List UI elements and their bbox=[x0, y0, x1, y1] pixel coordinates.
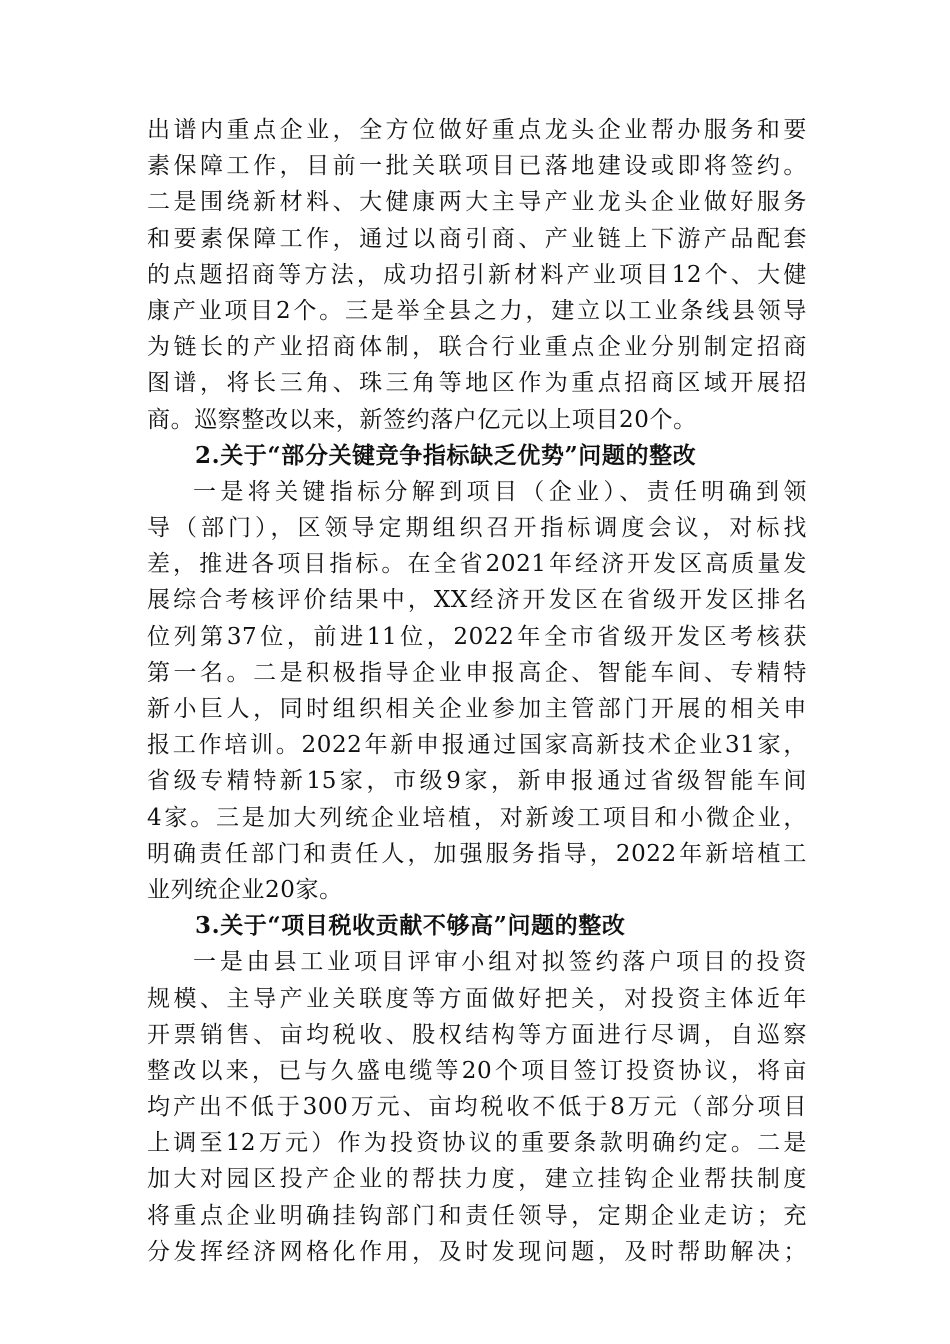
text-line: 省级专精特新15家，市级9家，新申报通过省级智能车间 bbox=[147, 768, 807, 795]
text-line: 均产出不低于300万元、亩均税收不低于8万元（部分项目 bbox=[147, 1094, 807, 1121]
text-line: 规模、主导产业关联度等方面做好把关，对投资主体近年 bbox=[147, 985, 807, 1012]
text-line: 开票销售、亩均税收、股权结构等方面进行尽调，自巡察 bbox=[147, 1021, 807, 1048]
text-line: 4家。三是加大列统企业培植，对新竣工项目和小微企业， bbox=[147, 804, 807, 831]
text-line: 整改以来，已与久盛电缆等20个项目签订投资协议，将亩 bbox=[147, 1057, 807, 1084]
text-line: 明确责任部门和责任人，加强服务指导，2022年新培植工 bbox=[147, 840, 807, 867]
text-line: 素保障工作，目前一批关联项目已落地建设或即将签约。 bbox=[147, 153, 807, 180]
text-line: 商。巡察整改以来，新签约落户亿元以上项目20个。 bbox=[147, 406, 697, 433]
text-line: 上调至12万元）作为投资协议的重要条款明确约定。二是 bbox=[147, 1130, 807, 1157]
text-line: 新小巨人，同时组织相关企业参加主管部门开展的相关申 bbox=[147, 696, 807, 722]
text-line: 将重点企业明确挂钩部门和责任领导，定期企业走访；充 bbox=[147, 1202, 807, 1229]
text-line: 位列第37位，前进11位，2022年全市省级开发区考核获 bbox=[147, 623, 807, 650]
text-line: 分发挥经济网格化作用，及时发现问题，及时帮助解决； bbox=[147, 1238, 807, 1265]
text-line: 展综合考核评价结果中，XX经济开发区在省级开发区排名 bbox=[147, 587, 807, 614]
text-line: 加大对园区投产企业的帮扶力度，建立挂钩企业帮扶制度 bbox=[147, 1166, 807, 1193]
text-line: 第一名。二是积极指导企业申报高企、智能车间、专精特 bbox=[147, 659, 807, 686]
text-line: 为链长的产业招商体制，联合行业重点企业分别制定招商 bbox=[147, 334, 807, 361]
text-line: 二是围绕新材料、大健康两大主导产业龙头企业做好服务 bbox=[147, 189, 807, 216]
text-line: 的点题招商等方法，成功招引新材料产业项目12个、大健 bbox=[147, 261, 807, 288]
section-heading: 2.关于“部分关键竞争指标缺乏优势”问题的整改 bbox=[195, 441, 697, 469]
text-line: 康产业项目2个。三是举全县之力，建立以工业条线县领导 bbox=[147, 297, 807, 324]
document-page bbox=[147, 112, 807, 1270]
text-line: 差，推进各项目指标。在全省2021年经济开发区高质量发 bbox=[147, 551, 807, 578]
text-line: 图谱，将长三角、珠三角等地区作为重点招商区域开展招 bbox=[147, 370, 807, 397]
text-line: 和要素保障工作，通过以商引商、产业链上下游产品配套 bbox=[147, 225, 807, 252]
text-line: 一是由县工业项目评审小组对拟签约落户项目的投资 bbox=[193, 949, 807, 976]
section-heading: 3.关于“项目税收贡献不够高”问题的整改 bbox=[195, 912, 626, 940]
text-line: 出谱内重点企业，全方位做好重点龙头企业帮办服务和要 bbox=[147, 117, 807, 143]
text-line: 报工作培训。2022年新申报通过国家高新技术企业31家， bbox=[147, 732, 807, 759]
text-line: 导（部门），区领导定期组织召开指标调度会议，对标找 bbox=[147, 515, 807, 542]
text-line: 业列统企业20家。 bbox=[147, 876, 343, 903]
text-line: 一是将关键指标分解到项目（企业）、责任明确到领 bbox=[193, 478, 807, 505]
